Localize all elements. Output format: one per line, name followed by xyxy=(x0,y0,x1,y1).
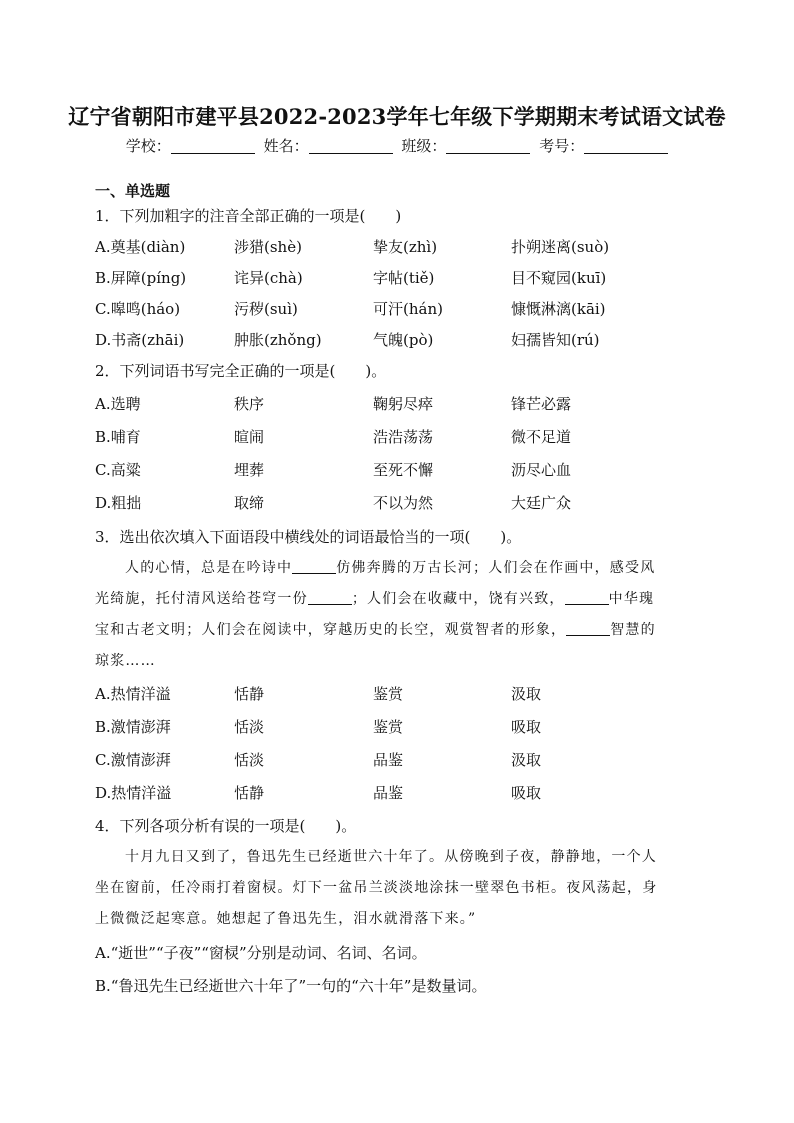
school-blank[interactable] xyxy=(171,139,255,154)
question-4-stem: 4．下列各项分析有误的一项是( )。 xyxy=(95,817,357,835)
q3-text: ；人们会在收藏中，饶有兴致， xyxy=(351,591,565,607)
q3-c-3: 品鉴 xyxy=(373,751,404,769)
q3-d-4: 吸取 xyxy=(511,784,542,802)
q4-option-b: B.“鲁迅先生已经逝世六十年了”一句的“六十年”是数量词。 xyxy=(95,977,487,995)
q4-passage-line-2: 坐在窗前，任冷雨打着窗棂。灯下一盆吊兰淡淡地涂抹一壁翠色书柜。夜风荡起，身 xyxy=(95,880,658,896)
q3-option-row-a xyxy=(95,683,715,705)
q3-c-1: C.激情澎湃 xyxy=(95,751,171,769)
question-4-passage xyxy=(95,842,695,935)
q3-blank-4 xyxy=(566,623,610,636)
q1-option-row-a xyxy=(95,236,715,258)
q2-b-4: 微不足道 xyxy=(511,428,572,446)
q3-passage-line-3 xyxy=(95,615,695,646)
q1-b-1: B.屏障(píng) xyxy=(95,269,187,287)
q3-text: 宝和古老文明；人们会在阅读中，穿越历史的长空，观赏智者的形象， xyxy=(95,622,567,638)
q3-d-3: 品鉴 xyxy=(373,784,404,802)
q3-d-1: D.热情洋溢 xyxy=(95,784,172,802)
q1-a-4: 扑朔迷离(suò) xyxy=(511,238,610,256)
q2-c-3: 至死不懈 xyxy=(373,461,434,479)
q2-b-1: B.哺育 xyxy=(95,428,141,446)
q1-c-4: 慷慨淋漓(kāi) xyxy=(511,300,606,318)
q1-c-1: C.嗥鸣(háo) xyxy=(95,300,181,318)
exam-number-blank[interactable] xyxy=(584,139,668,154)
q3-passage-line-2 xyxy=(95,584,695,615)
question-1-stem: 1．下列加粗字的注音全部正确的一项是( ) xyxy=(95,207,402,225)
q2-c-1: C.高粱 xyxy=(95,461,141,479)
q3-text: 人的心情，总是在吟诗中 xyxy=(125,560,293,576)
q2-a-2: 秩序 xyxy=(234,395,265,413)
q2-b-2: 暄闹 xyxy=(234,428,265,446)
q1-option-row-b xyxy=(95,267,715,289)
q4-option-a: A.“逝世”“子夜”“窗棂”分别是动词、名词、名词。 xyxy=(95,944,427,962)
q3-option-row-d xyxy=(95,782,715,804)
school-label: 学校： xyxy=(125,137,171,155)
q1-d-3: 气魄(pò) xyxy=(373,331,434,349)
q1-c-2: 污秽(suì) xyxy=(234,300,298,318)
q2-a-1: A.选聘 xyxy=(95,395,141,413)
exam-title: 辽宁省朝阳市建平县2022-2023学年七年级下学期期末考试语文试卷 xyxy=(68,104,726,129)
exam-number-label: 考号： xyxy=(539,137,585,155)
q3-b-1: B.激情澎湃 xyxy=(95,718,171,736)
q3-b-3: 鉴赏 xyxy=(373,718,404,736)
q3-text: 光绮旎，托付清风送给苍穹一份 xyxy=(95,591,308,607)
q1-d-1: D.书斋(zhāi) xyxy=(95,331,185,349)
q1-option-row-c xyxy=(95,298,715,320)
section-heading: 一、单选题 xyxy=(95,182,171,200)
q1-option-row-d xyxy=(95,329,715,351)
q3-text: 仿佛奔腾的万古长河；人们会在作画中，感受风 xyxy=(336,560,656,576)
q2-option-row-d xyxy=(95,492,715,514)
q3-a-3: 鉴赏 xyxy=(373,685,404,703)
q3-passage-line-4: 琼浆…… xyxy=(95,653,156,669)
q1-a-2: 涉猎(shè) xyxy=(234,238,302,256)
q3-b-4: 吸取 xyxy=(511,718,542,736)
q2-a-4: 锋芒必露 xyxy=(511,395,572,413)
q2-c-4: 沥尽心血 xyxy=(511,461,572,479)
q2-c-2: 埋葬 xyxy=(234,461,265,479)
q2-option-row-c xyxy=(95,459,715,481)
q1-d-2: 肿胀(zhǒng) xyxy=(234,331,322,349)
q3-option-row-c xyxy=(95,749,715,771)
q2-option-row-a xyxy=(95,393,715,415)
q1-c-3: 可汗(hán) xyxy=(373,300,443,318)
q2-d-1: D.粗拙 xyxy=(95,494,142,512)
student-info-line xyxy=(0,135,794,156)
q2-option-row-b xyxy=(95,426,715,448)
q3-blank-2 xyxy=(308,592,352,605)
question-3-passage xyxy=(95,553,695,677)
q3-c-2: 恬淡 xyxy=(234,751,265,769)
q1-b-4: 目不窥园(kuī) xyxy=(511,269,607,287)
q1-a-1: A.奠基(diàn) xyxy=(95,238,186,256)
q2-d-3: 不以为然 xyxy=(373,494,434,512)
name-blank[interactable] xyxy=(309,139,393,154)
q3-b-2: 恬淡 xyxy=(234,718,265,736)
q2-a-3: 鞠躬尽瘁 xyxy=(373,395,434,413)
q1-d-4: 妇孺皆知(rú) xyxy=(511,331,600,349)
class-label: 班级： xyxy=(401,137,447,155)
q4-passage-line-3: 上微微泛起寒意。她想起了鲁迅先生，泪水就滑落下来。” xyxy=(95,911,477,927)
q1-a-3: 挚友(zhì) xyxy=(373,238,438,256)
q4-passage-line-1: 十月九日又到了，鲁迅先生已经逝世六十年了。从傍晚到子夜，静静地，一个人 xyxy=(125,849,657,865)
question-3-stem: 3．选出依次填入下面语段中横线处的词语最恰当的一项( )。 xyxy=(95,528,522,546)
q3-a-1: A.热情洋溢 xyxy=(95,685,171,703)
q3-a-2: 恬静 xyxy=(234,685,265,703)
q3-a-4: 汲取 xyxy=(511,685,542,703)
q3-option-row-b xyxy=(95,716,715,738)
q2-d-2: 取缔 xyxy=(234,494,265,512)
q2-d-4: 大廷广众 xyxy=(511,494,572,512)
q3-passage-line-1 xyxy=(95,553,695,584)
q1-b-2: 诧异(chà) xyxy=(234,269,303,287)
q1-b-3: 字帖(tiě) xyxy=(373,269,435,287)
q2-b-3: 浩浩荡荡 xyxy=(373,428,434,446)
q3-blank-3 xyxy=(565,592,609,605)
q3-blank-1 xyxy=(292,561,336,574)
q3-c-4: 汲取 xyxy=(511,751,542,769)
question-2-stem: 2．下列词语书写完全正确的一项是( )。 xyxy=(95,362,387,380)
class-blank[interactable] xyxy=(446,139,530,154)
q3-d-2: 恬静 xyxy=(234,784,265,802)
name-label: 姓名： xyxy=(263,137,309,155)
q3-text: 中华瑰 xyxy=(608,591,655,607)
q3-text: 智慧的 xyxy=(610,622,656,638)
